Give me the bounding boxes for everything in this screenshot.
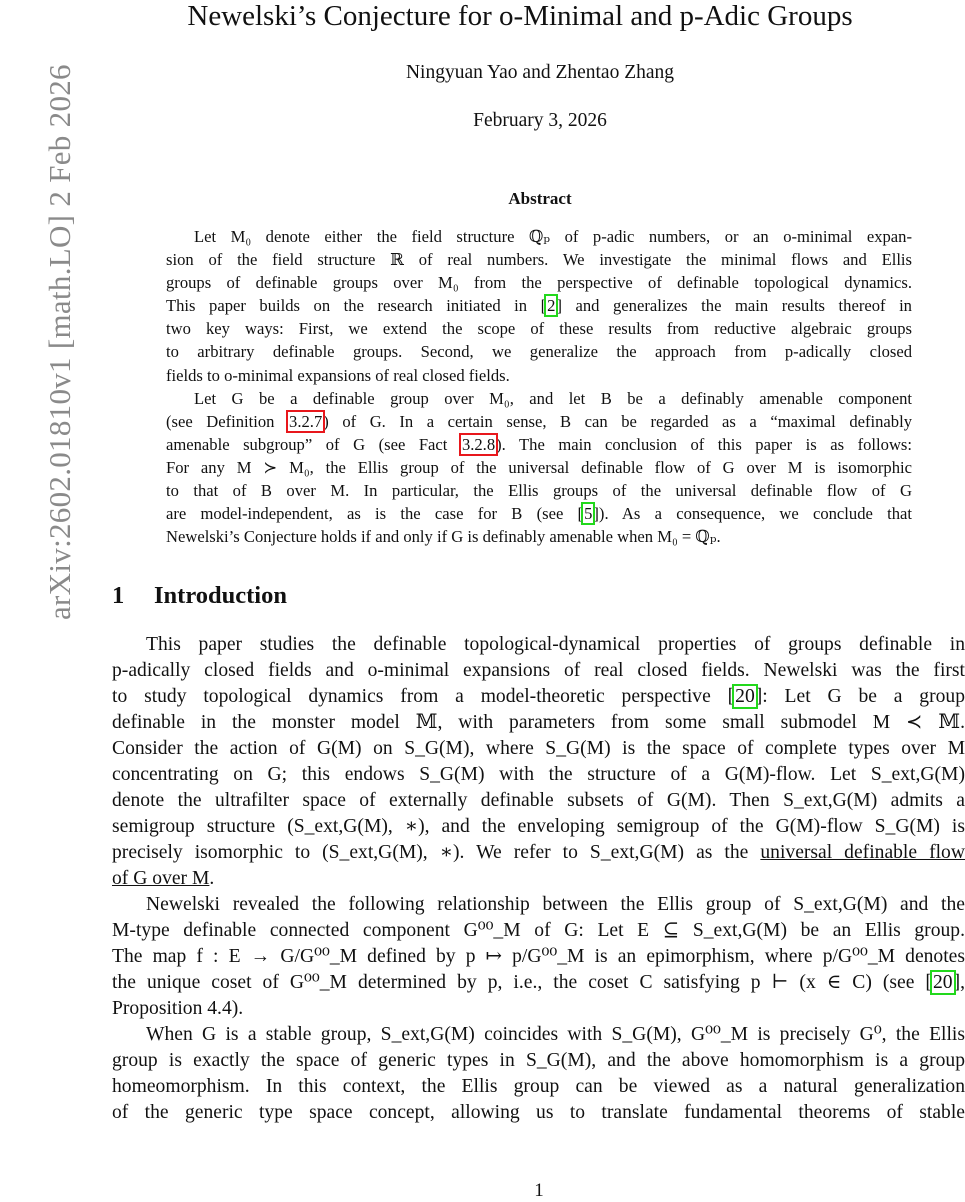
emphasized-term: of G over M <box>112 868 210 889</box>
text-line <box>112 632 965 658</box>
text-line <box>166 317 912 340</box>
text-line <box>112 684 965 710</box>
text-line <box>166 225 912 248</box>
text-segment: precisely isomorphic to (S_ext,G(M), ∗). We refer to S_ext,G(M) as the <box>112 842 761 863</box>
section-heading <box>112 582 287 610</box>
text-line <box>112 866 965 892</box>
text-segment: definable in the monster model 𝕄, with parameters from some small submodel M ≺ 𝕄. <box>112 712 965 733</box>
citation-link[interactable]: 3.2.8 <box>461 434 496 454</box>
text-line <box>112 970 965 996</box>
text-segment: denote the ultrafilter space of externally definable subsets of G(M). Then S_ext,G(M) admits a <box>112 790 965 811</box>
section-title: Introduction <box>154 582 287 609</box>
citation-link[interactable]: 20 <box>932 972 953 993</box>
text-segment: the unique coset of G⁰⁰_M determined by p, i.e., the coset C satisfying p ⊢ (x ∈ C) (see [ <box>112 972 932 993</box>
text-line <box>112 918 965 944</box>
text-line <box>112 814 965 840</box>
text-segment: concentrating on G; this endows S_G(M) with the structure of a G(M)-flow. Let S_ext,G(M) <box>112 764 965 785</box>
paper-title: Newelski’s Conjecture for o-Minimal and p-Adic Groups <box>187 0 853 32</box>
text-line <box>166 387 912 410</box>
introduction-body <box>112 632 965 1126</box>
text-segment: This paper studies the definable topological-dynamical properties of groups definable in <box>146 634 965 655</box>
text-line <box>112 736 965 762</box>
text-line <box>112 944 965 970</box>
page-number: 1 <box>534 1180 544 1201</box>
text-line <box>166 294 912 317</box>
text-segment: For any M ≻ M₀, the Ellis group of the universal definable flow of G over M is isomorphic <box>166 457 912 477</box>
text-segment: When G is a stable group, S_ext,G(M) coincides with S_G(M), G⁰⁰_M is precisely G⁰, the Ellis <box>146 1024 965 1045</box>
text-line <box>112 1074 965 1100</box>
text-line <box>166 340 912 363</box>
abstract-heading: Abstract <box>508 189 572 208</box>
text-segment: semigroup structure (S_ext,G(M), ∗), and the enveloping semigroup of the G(M)-flow S_G(M) is <box>112 816 965 837</box>
text-segment: to arbitrary definable groups. Second, we generalize the approach from p-adically closed <box>166 342 912 362</box>
citation-link[interactable]: 3.2.7 <box>289 411 323 431</box>
text-segment: ) of G. In a certain sense, B can be regarded as a “maximal definably <box>323 411 912 431</box>
text-segment: ]). As a consequence, we conclude that <box>593 504 912 524</box>
text-segment: sion of the field structure ℝ of real numbers. We investigate the minimal flows and Ellis <box>166 250 912 270</box>
citation-link[interactable]: 2 <box>547 296 556 316</box>
text-segment: . <box>209 868 215 889</box>
text-segment: to study topological dynamics from a model-theoretic perspective [ <box>112 686 735 707</box>
text-line <box>166 410 912 433</box>
text-segment: two key ways: First, we extend the scope of these results from reductive algebraic groups <box>166 319 912 339</box>
text-line <box>166 271 912 294</box>
text-segment: This paper builds on the research initiated in [ <box>166 296 547 316</box>
text-line <box>166 364 912 387</box>
text-line <box>166 456 912 479</box>
arxiv-identifier: arXiv:2602.01810v1 [math.LO] 2 Feb 2026 <box>42 64 77 620</box>
text-line <box>112 996 965 1022</box>
text-segment: to that of B over M. In particular, the Ellis groups of the universal definable flow of G <box>166 481 912 501</box>
text-segment: fields to o-minimal expansions of real closed fields. <box>166 365 510 385</box>
text-segment: are model-independent, as is the case for B (see [ <box>166 504 584 524</box>
citation-link[interactable]: 20 <box>735 686 755 707</box>
text-segment: The map f : E → G/G⁰⁰_M defined by p ↦ p/G⁰⁰_M is an epimorphism, where p/G⁰⁰_M denotes <box>112 946 965 967</box>
text-segment: of the generic type space concept, allowing us to translate fundamental theorems of stable <box>112 1102 965 1123</box>
text-segment: Newelski revealed the following relationship between the Ellis group of S_ext,G(M) and the <box>146 894 965 915</box>
text-segment: M-type definable connected component G⁰⁰_M of G: Let E ⊆ S_ext,G(M) be an Ellis group. <box>112 920 965 941</box>
text-segment: (see Definition <box>166 411 289 431</box>
text-segment: homeomorphism. In this context, the Ellis group can be viewed as a natural generalization <box>112 1076 965 1097</box>
text-segment: ]: Let G be a group <box>755 686 965 707</box>
text-segment: Proposition 4.4). <box>112 998 244 1019</box>
text-line <box>112 840 965 866</box>
text-line <box>112 1100 965 1126</box>
text-segment: amenable subgroup” of G (see Fact <box>166 434 461 454</box>
text-line <box>166 248 912 271</box>
date: February 3, 2026 <box>473 110 607 131</box>
text-segment: Newelski’s Conjecture holds if and only if G is definably amenable when M₀ = ℚₚ. <box>166 527 721 547</box>
text-segment: ). The main conclusion of this paper is as follows: <box>496 434 913 454</box>
text-line <box>166 525 912 548</box>
text-line <box>166 433 912 456</box>
citation-link[interactable]: 5 <box>584 504 593 524</box>
text-line <box>112 892 965 918</box>
text-line <box>112 658 965 684</box>
text-line <box>166 479 912 502</box>
section-number: 1 <box>112 582 125 609</box>
text-segment: p-adically closed fields and o-minimal expansions of real closed fields. Newelski was the first <box>112 660 965 681</box>
abstract-body <box>166 225 912 548</box>
text-line <box>112 1048 965 1074</box>
text-line <box>166 502 912 525</box>
text-line <box>112 762 965 788</box>
text-segment: Consider the action of G(M) on S_G(M), where S_G(M) is the space of complete types over M <box>112 738 965 759</box>
text-line <box>112 1022 965 1048</box>
text-segment: ] and generalizes the main results thereof in <box>556 296 912 316</box>
authors: Ningyuan Yao and Zhentao Zhang <box>405 62 675 83</box>
text-line <box>112 788 965 814</box>
text-line <box>112 710 965 736</box>
text-segment: groups of definable groups over M₀ from the perspective of definable topological dynamics. <box>166 273 912 293</box>
text-segment: ], <box>953 972 965 993</box>
text-segment: Let G be a definable group over M₀, and let B be a definably amenable component <box>194 388 912 408</box>
text-segment: group is exactly the space of generic types in S_G(M), and the above homomorphism is a group <box>112 1050 965 1071</box>
text-segment: Let M₀ denote either the field structure ℚₚ of p-adic numbers, or an o-minimal expan- <box>194 227 912 246</box>
emphasized-term: universal definable flow <box>760 842 965 863</box>
